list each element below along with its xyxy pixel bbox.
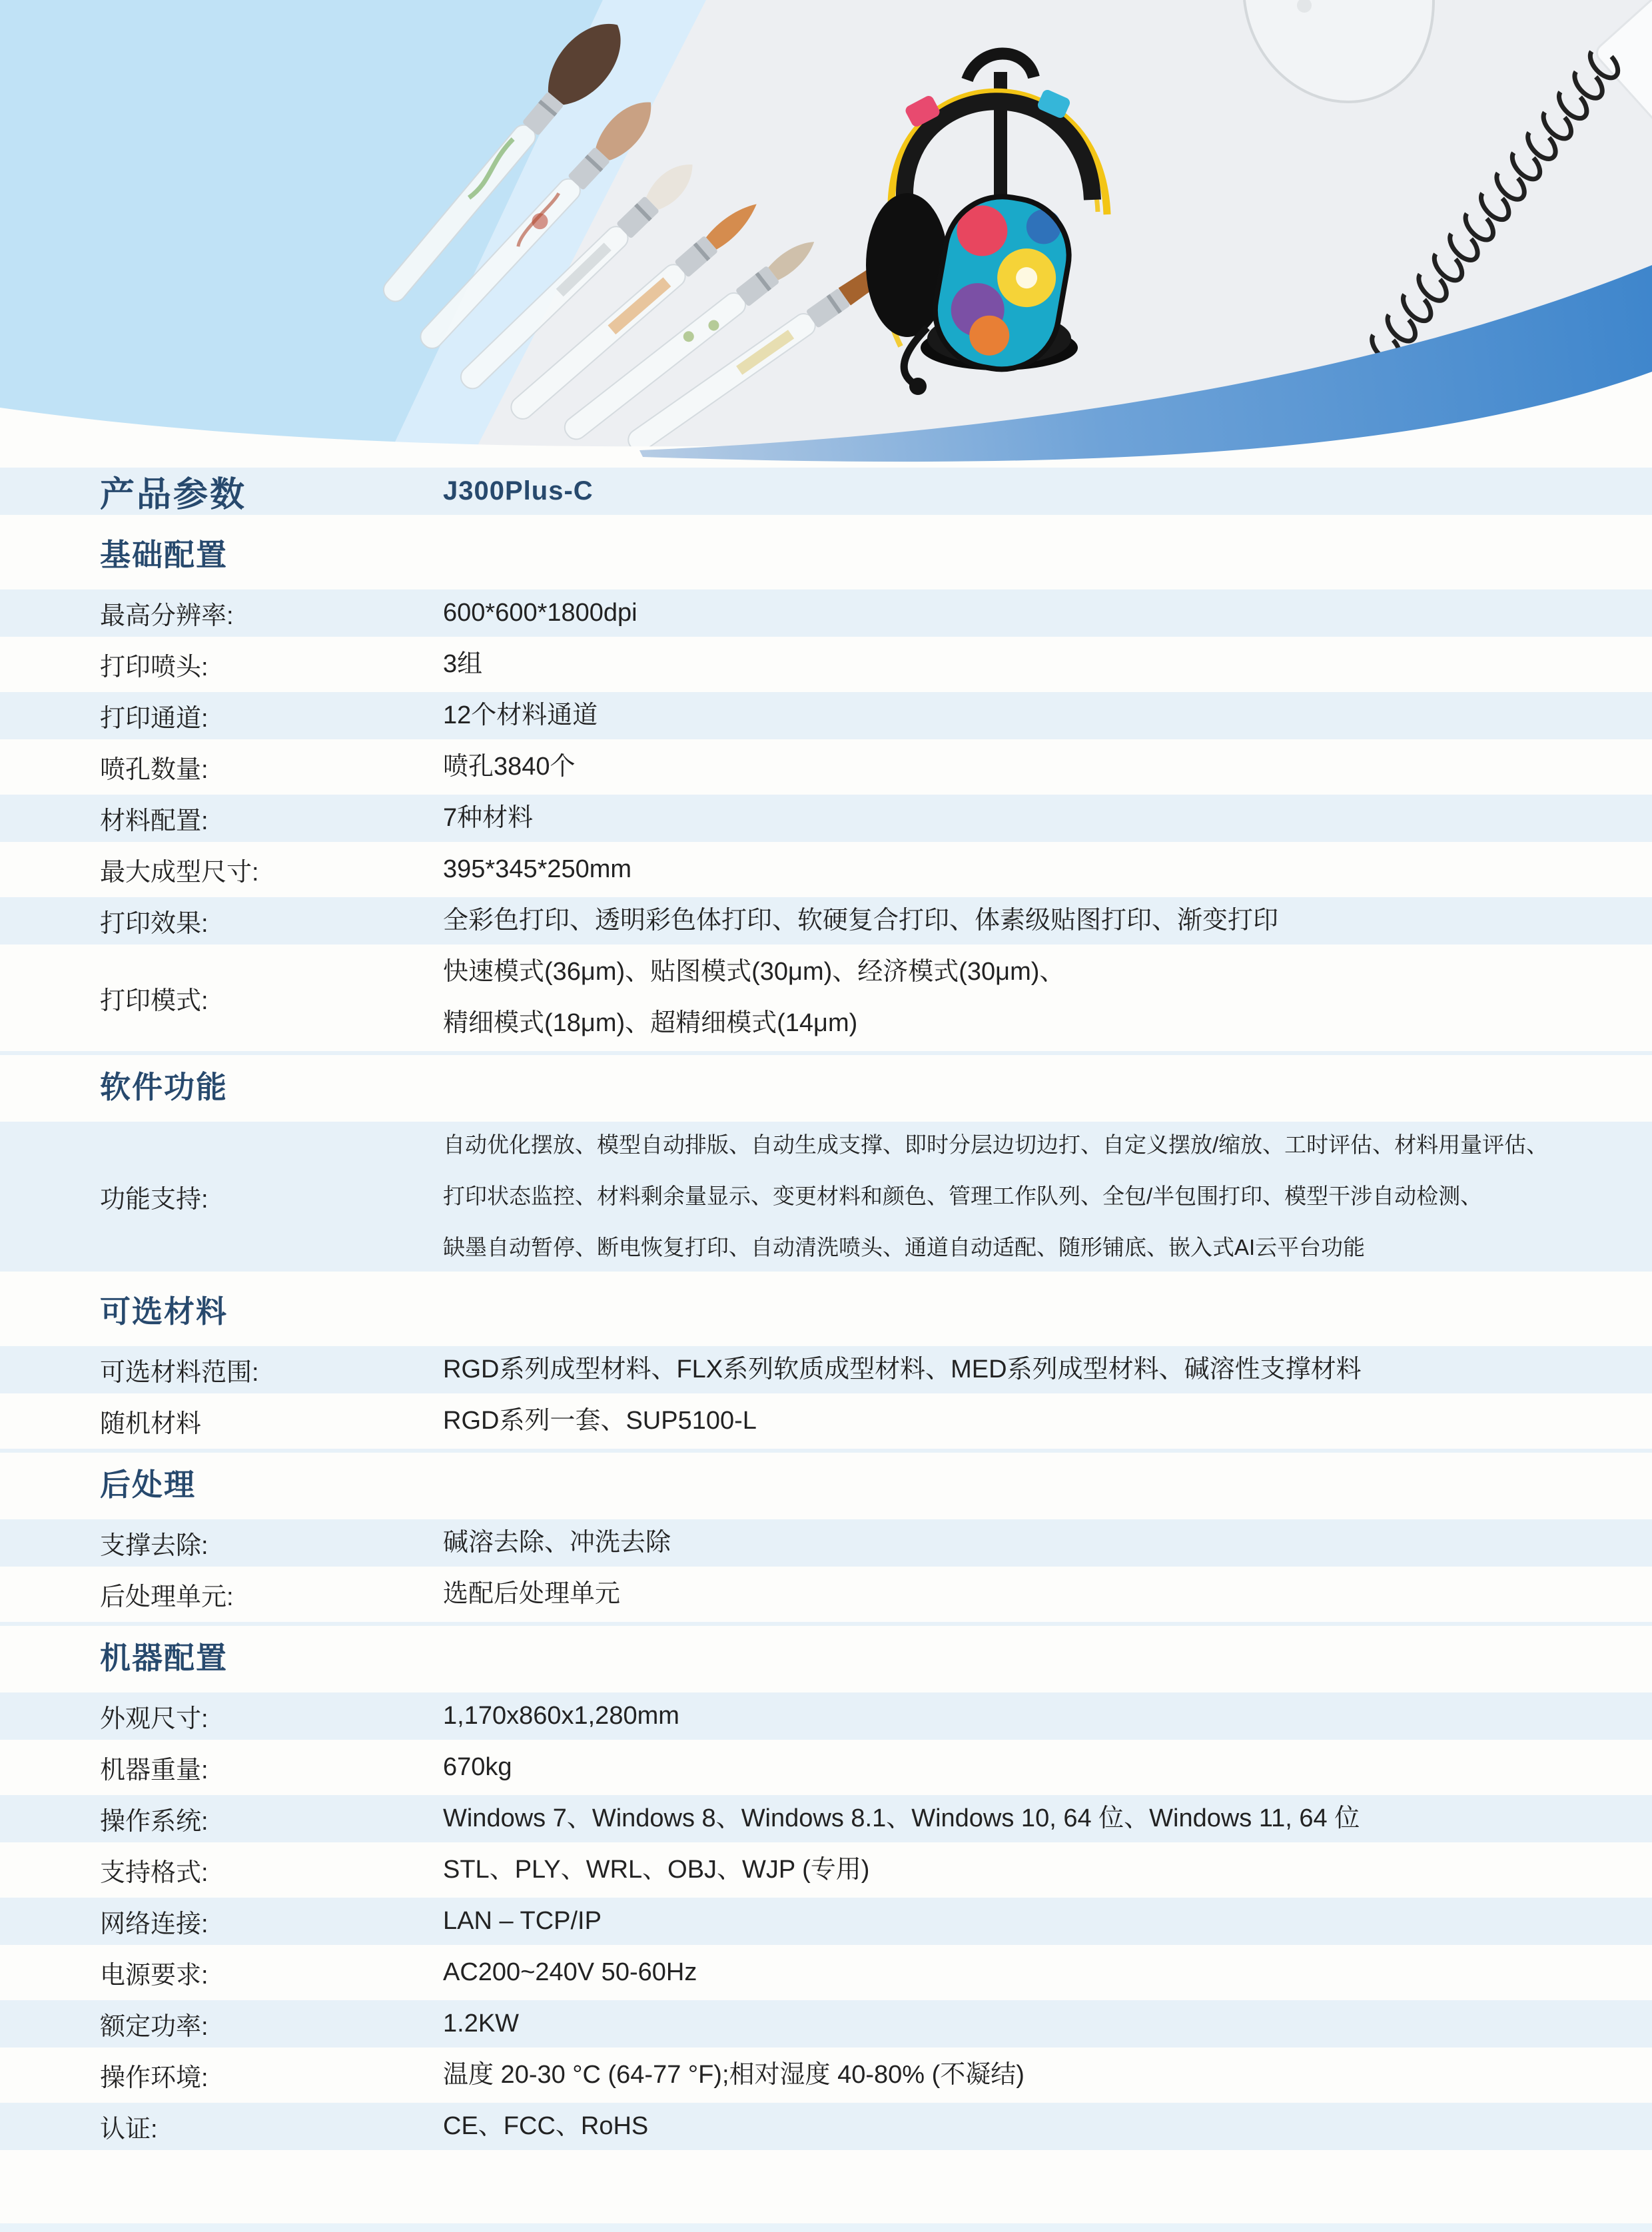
- spec-value-line: 全彩色打印、透明彩色体打印、软硬复合打印、体素级贴图打印、渐变打印: [443, 907, 1279, 934]
- spec-label: 功能支持:: [100, 1186, 208, 1214]
- spec-row: [0, 897, 1652, 948]
- spec-value: [443, 844, 1652, 895]
- spec-value-line: RGD系列成型材料、FLX系列软质成型材料、MED系列成型材料、碱溶性支撑材料: [443, 1355, 1362, 1383]
- spec-value-line: Windows 7、Windows 8、Windows 8.1、Windows 10, 64 位、Windows 11, 64 位: [443, 1804, 1360, 1832]
- product-model: J300Plus-C: [443, 476, 594, 506]
- footer-accent-strip: [0, 2223, 1652, 2232]
- section-heading: 机器配置: [100, 1641, 228, 1675]
- spec-value-line: 快速模式(36μm)、贴图模式(30μm)、经济模式(30μm)、: [443, 958, 1065, 986]
- spec-row: [0, 641, 1652, 692]
- spec-value: [443, 946, 1652, 1049]
- spec-row: [0, 1846, 1652, 1898]
- section-heading: 后处理: [100, 1467, 196, 1502]
- section-heading: 可选材料: [100, 1294, 228, 1329]
- spec-value: [443, 1344, 1652, 1395]
- section-row: [0, 519, 1652, 589]
- spec-label: 最大成型尺寸:: [100, 859, 259, 887]
- spec-value: [443, 2049, 1652, 2101]
- spec-value-line: 喷孔3840个: [443, 753, 576, 781]
- spec-value: [443, 2101, 1652, 2152]
- spec-table: [0, 468, 1652, 2154]
- spec-value: [443, 741, 1652, 793]
- spec-value-line: 395*345*250mm: [443, 855, 632, 883]
- spec-value-line: 1.2KW: [443, 2010, 520, 2038]
- spec-label: 打印喷头:: [100, 653, 208, 681]
- spec-value-line: 缺墨自动暂停、断电恢复打印、自动清洗喷头、通道自动适配、随形铺底、嵌入式AI云平台功能: [443, 1235, 1366, 1260]
- spec-label: 打印通道:: [100, 705, 208, 733]
- spec-value-line: 选配后处理单元: [443, 1580, 621, 1608]
- page-title: 产品参数: [100, 476, 247, 514]
- spec-value: [443, 1793, 1652, 1844]
- spec-row: [0, 1122, 1652, 1276]
- spec-value-line: RGD系列一套、SUP5100-L: [443, 1407, 757, 1435]
- spec-label: 操作环境:: [100, 2064, 208, 2092]
- spec-label: 认证:: [100, 2115, 158, 2143]
- spec-label: 支持格式:: [100, 1859, 208, 1887]
- spec-row: [0, 743, 1652, 795]
- spec-value-line: LAN – TCP/IP: [443, 1907, 602, 1935]
- spec-value: [443, 793, 1652, 844]
- spec-value-line: AC200~240V 50-60Hz: [443, 1958, 697, 1986]
- hero-banner: [0, 0, 1652, 468]
- spec-value-line: 670kg: [443, 1753, 512, 1781]
- spec-label: 电源要求:: [100, 1962, 208, 1990]
- spec-label: 机器重量:: [100, 1756, 208, 1784]
- hero-banner-graphic: [0, 0, 1652, 468]
- spec-value-line: 自动优化摆放、模型自动排版、自动生成支撑、即时分层边切边打、自定义摆放/缩放、工时评估、材料用量评估、: [443, 1132, 1549, 1157]
- spec-row: [0, 1571, 1652, 1622]
- spec-value-line: 打印状态监控、材料剩余量显示、变更材料和颜色、管理工作队列、全包/半包围打印、模型干涉自动检测、: [443, 1184, 1483, 1208]
- spec-value-line: 精细模式(18μm)、超精细模式(14μm): [443, 1009, 858, 1037]
- spec-value: [443, 1947, 1652, 1998]
- spec-value: [443, 690, 1652, 741]
- spec-value-line: STL、PLY、WRL、OBJ、WJP (专用): [443, 1856, 870, 1884]
- spec-label: 额定功率:: [100, 2013, 208, 2041]
- spec-row: [0, 2051, 1652, 2103]
- spec-row: [0, 589, 1652, 641]
- spec-row: [0, 692, 1652, 743]
- spec-value: [443, 1998, 1652, 2049]
- spec-row: [0, 2000, 1652, 2051]
- spec-row: [0, 1744, 1652, 1795]
- spec-label: 网络连接:: [100, 1910, 208, 1938]
- spec-row: [0, 1692, 1652, 1744]
- spec-row: [0, 1898, 1652, 1949]
- spec-value: [443, 1569, 1652, 1620]
- spec-value: [443, 1742, 1652, 1793]
- spec-rows-container: [0, 519, 1652, 2154]
- spec-row: [0, 795, 1652, 846]
- spec-label: 可选材料范围:: [100, 1359, 259, 1387]
- spec-row: [0, 1519, 1652, 1571]
- spec-row: [0, 1397, 1652, 1449]
- spec-value: [443, 895, 1652, 946]
- spec-value: [443, 587, 1652, 639]
- spec-row: [0, 1795, 1652, 1846]
- spec-label: 后处理单元:: [100, 1583, 234, 1611]
- section-row: [0, 1449, 1652, 1519]
- spec-label: 喷孔数量:: [100, 756, 208, 784]
- spec-value-line: 12个材料通道: [443, 701, 598, 729]
- spec-label: 操作系统:: [100, 1808, 208, 1836]
- section-heading: 软件功能: [100, 1070, 228, 1104]
- spec-label: 打印效果:: [100, 910, 208, 938]
- spec-row: [0, 846, 1652, 897]
- spec-row: [0, 948, 1652, 1051]
- spec-value-line: 温度 20-30 °C (64-77 °F);相对湿度 40-80% (不凝结): [443, 2061, 1025, 2089]
- section-heading: 基础配置: [100, 538, 228, 572]
- section-row: [0, 1276, 1652, 1346]
- spec-label: 外观尺寸:: [100, 1705, 208, 1733]
- spec-value: [443, 1120, 1652, 1274]
- section-row: [0, 1622, 1652, 1692]
- spec-value-line: 碱溶去除、冲洗去除: [443, 1529, 671, 1557]
- spec-row: [0, 1949, 1652, 2000]
- spec-label: 打印模式:: [100, 986, 208, 1015]
- spec-label: 随机材料: [100, 1410, 202, 1438]
- spec-value: [443, 1844, 1652, 1896]
- spec-value-line: 1,170x860x1,280mm: [443, 1702, 679, 1730]
- spec-value-line: 7种材料: [443, 804, 534, 832]
- spec-row: [0, 1346, 1652, 1397]
- section-row: [0, 1051, 1652, 1122]
- spec-label: 最高分辨率:: [100, 602, 234, 630]
- spec-value: [443, 1395, 1652, 1447]
- spec-value: [443, 1517, 1652, 1569]
- spec-value: [443, 1896, 1652, 1947]
- spec-value: [443, 639, 1652, 690]
- spec-label: 支撑去除:: [100, 1532, 208, 1560]
- table-header-row: [0, 468, 1652, 519]
- spec-value-line: 3组: [443, 650, 483, 678]
- spec-label: 材料配置:: [100, 807, 208, 835]
- spec-value: [443, 1690, 1652, 1742]
- spec-value-line: CE、FCC、RoHS: [443, 2112, 649, 2140]
- spec-row: [0, 2103, 1652, 2154]
- spec-value-line: 600*600*1800dpi: [443, 599, 637, 627]
